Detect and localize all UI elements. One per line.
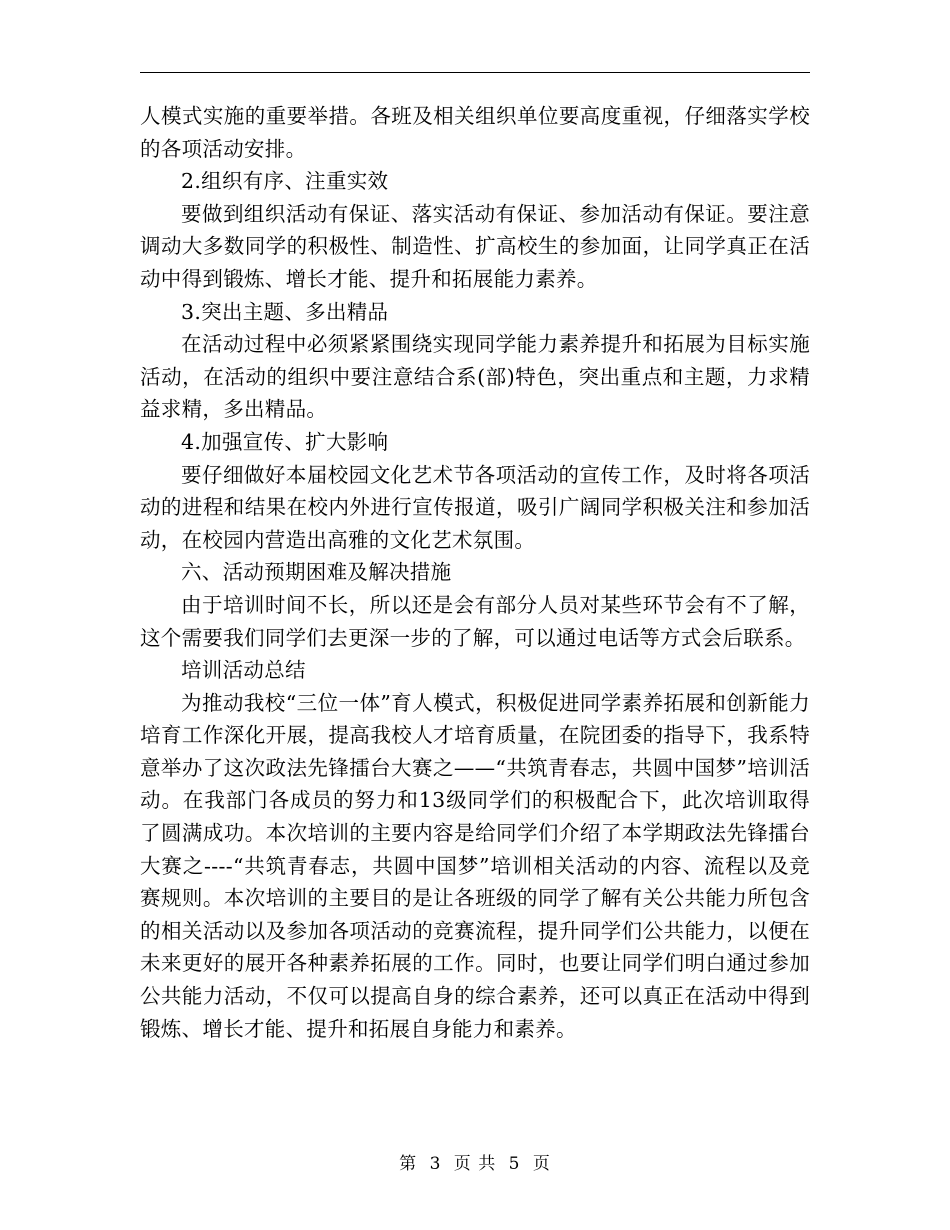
paragraph-section-6: 由于培训时间不长，所以还是会有部分人员对某些环节会有不了解，这个需要我们同学们去更深一步的了解，可以通过电话等方式会后联系。	[140, 592, 810, 650]
footer-suffix: 页	[532, 1154, 551, 1174]
section-heading-4: 4.加强宣传、扩大影响	[181, 429, 389, 454]
section-heading-6: 六、活动预期困难及解决措施	[181, 560, 452, 585]
paragraph-section-4: 要仔细做好本届校园文化艺术节各项活动的宣传工作，及时将各项活动的进程和结果在校内外进行宣传报道，吸引广阔同学积极关注和参加活动，在校园内营造出高雅的文化艺术氛围。	[140, 462, 810, 552]
paragraph-summary: 为推动我校“三位一体”育人模式，积极促进同学素养拓展和创新能力培育工作深化开展，提高我校人才培育质量，在院团委的指导下，我系特意举办了这次政法先锋擂台大赛之——“共筑青春志，共圆中国梦”培训活动。在我部门各成员的努力和13级同学们的积极配合下，此次培训取得了圆满成功。本次培训的主要内容是给同学们介绍了本学期政法先锋擂台大赛之----“共筑青春志，共圆中国梦”培训相关活动的内容、流程以及竞赛规则。本次培训的主要目的是让各班级的同学了解有关公共能力所包含的相关活动以及参加各项活动的竞赛流程，提升同学们公共能力，以便在未来更好的展开各种素养拓展的工作。同时，也要让同学们明白通过参加公共能力活动，不仅可以提高自身的综合素养，还可以真正在活动中得到锻炼、增长才能、提升和拓展自身能力和素养。	[140, 690, 810, 1041]
section-heading-3: 3.突出主题、多出精品	[181, 299, 389, 324]
footer-middle: 页 共	[453, 1154, 497, 1174]
paragraph-section-3: 在活动过程中必须紧紧围绕实现同学能力素养提升和拓展为目标实施活动，在活动的组织中要注意结合系(部)特色，突出重点和主题，力求精益求精，多出精品。	[140, 332, 810, 422]
section-heading-2: 2.组织有序、注重实效	[181, 169, 389, 194]
footer-total-pages: 5	[508, 1154, 521, 1174]
summary-heading: 培训活动总结	[181, 658, 306, 683]
document-body	[140, 100, 810, 1045]
header-rule	[140, 72, 810, 73]
paragraph-section-2: 要做到组织活动有保证、落实活动有保证、参加活动有保证。要注意调动大多数同学的积极性、制造性、扩高校生的参加面，让同学真正在活动中得到锻炼、增长才能、提升和拓展能力素养。	[140, 201, 810, 291]
paragraph-continuation: 人模式实施的重要举措。各班及相关组织单位要高度重视，仔细落实学校的各项活动安排。	[140, 104, 810, 161]
page-footer	[0, 1149, 950, 1174]
footer-prefix: 第	[399, 1154, 418, 1174]
footer-current-page: 3	[429, 1154, 442, 1174]
